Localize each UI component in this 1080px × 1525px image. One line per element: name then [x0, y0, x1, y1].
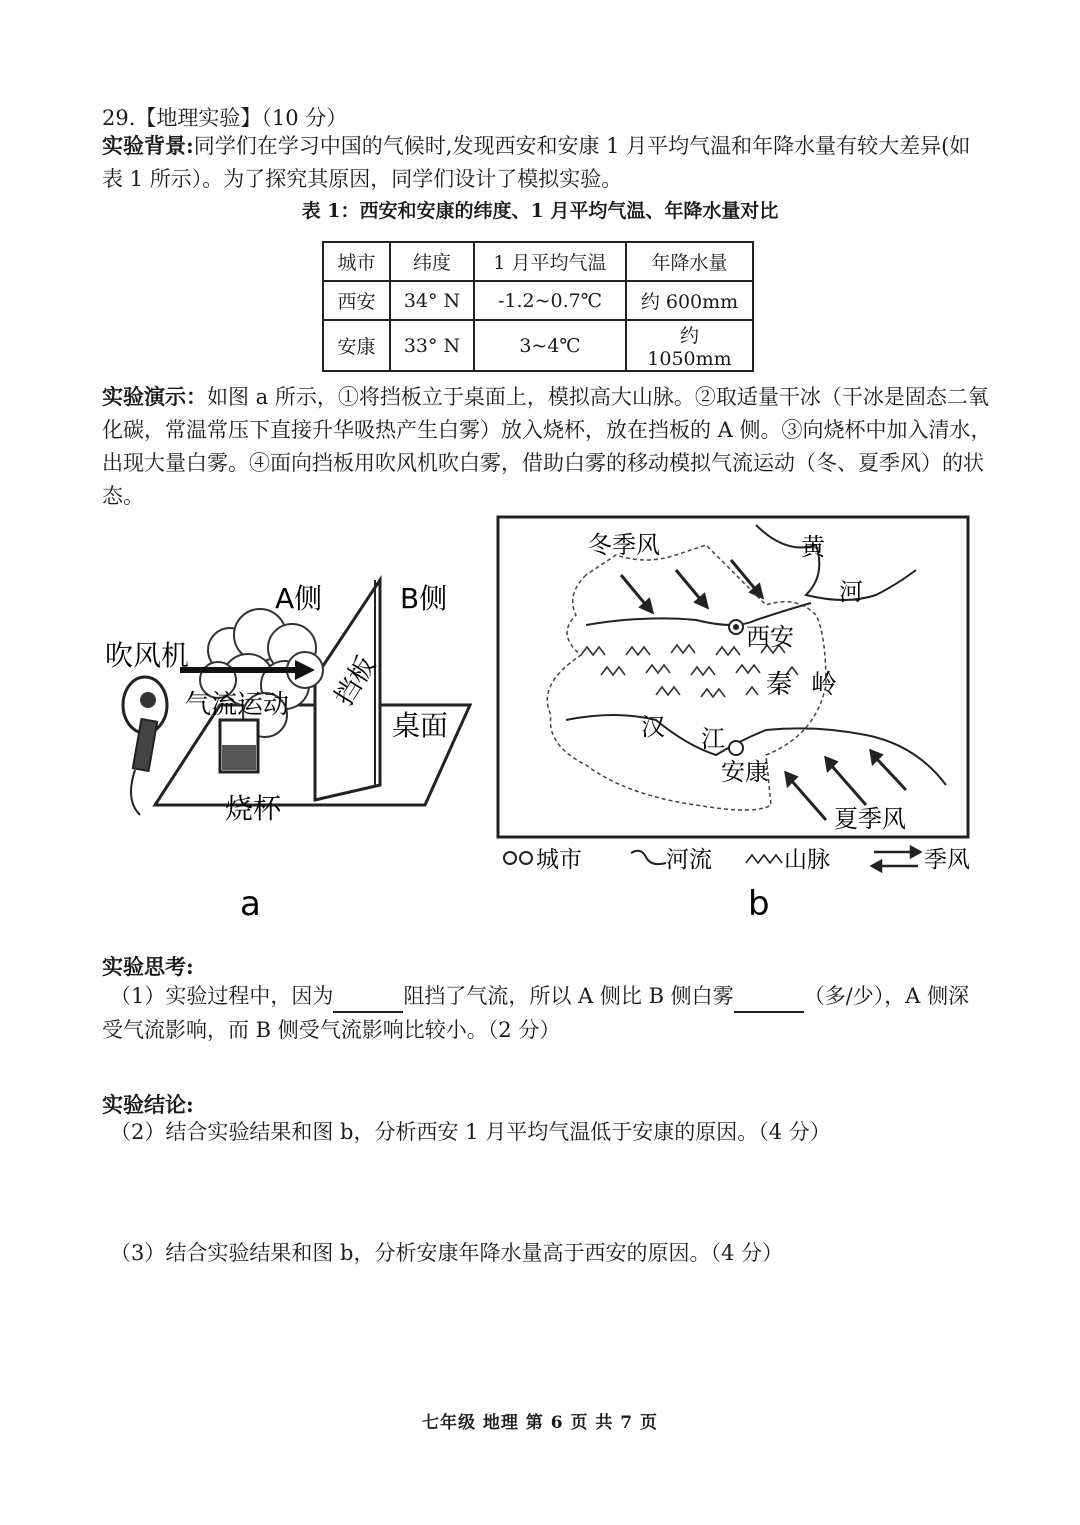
thinking-label: 实验思考:	[102, 954, 194, 979]
header-cell: 纬度	[390, 242, 474, 281]
table-caption: 表 1：西安和安康的纬度、1 月平均气温、年降水量对比	[301, 200, 779, 222]
table-cell: 34° N	[390, 281, 474, 320]
question-tag: 【地理实验】	[135, 106, 262, 130]
table-cell: -1.2~0.7℃	[474, 281, 626, 320]
jiang-label: 江	[701, 725, 725, 753]
background-label: 实验背景:	[102, 133, 194, 158]
demo-line-2	[102, 413, 992, 447]
demo-line-1	[102, 380, 989, 414]
figure-a-label: a	[240, 884, 261, 924]
table-cell: 西安	[323, 281, 390, 320]
answer-blank-2[interactable]	[734, 991, 804, 1013]
legend-mountain-icon	[746, 855, 782, 863]
question-score: （10 分）	[261, 106, 348, 130]
table-header-row	[323, 242, 753, 281]
table-cell: 约 600mm	[626, 281, 753, 320]
legend-mountain-label: 山脉	[784, 847, 830, 873]
demo-line-4	[102, 479, 980, 513]
page-footer: 七年级 地理 第 6 页 共 7 页	[421, 1413, 659, 1433]
figure-b-label: b	[748, 884, 770, 924]
ling-label: 岭	[811, 670, 838, 700]
q1-text-b: 阻挡了气流，所以 A 侧比 B 侧白雾	[403, 984, 734, 1008]
header-cell: 城市	[323, 242, 390, 281]
xian-city-dot	[733, 624, 739, 630]
table-row	[323, 320, 753, 371]
legend-monsoon-label: 季风	[924, 847, 970, 873]
question-3: （3）结合实验结果和图 b，分析安康年降水量高于西安的原因。（4 分）	[110, 1241, 784, 1265]
answer-blank-1[interactable]	[333, 991, 403, 1013]
ankang-city-marker	[729, 741, 743, 755]
map-legend	[504, 847, 970, 873]
question-1-line-2	[102, 1013, 980, 1047]
comparison-table	[322, 241, 754, 372]
beaker-label: 烧杯	[225, 792, 282, 825]
table-cell: 约 1050mm	[626, 320, 753, 371]
q1-text-c: （多/少），A 侧深	[803, 984, 970, 1008]
yellow-label: 黄	[801, 533, 825, 561]
legend-river-icon	[631, 851, 666, 864]
river-label: 河	[839, 578, 863, 606]
demo-text-3: 出现大量白雾。④面向挡板用吹风机吹白雾，借助白雾的移动模拟气流运动（冬、夏季风）的状	[102, 451, 984, 475]
question-1-line-1	[110, 979, 980, 1013]
summer-wind-label: 夏季风	[834, 805, 906, 833]
blower-label: 吹风机	[105, 639, 190, 672]
question-number: 29.	[102, 106, 136, 130]
desk-label: 桌面	[392, 709, 449, 742]
legend-city-label: 城市	[536, 847, 582, 873]
background-text-1: 同学们在学习中国的气候时,发现西安和安康 1 月平均气温和年降水量有较大差异(如	[193, 134, 971, 158]
airflow-label: 气流运动	[185, 690, 290, 720]
figure-a-experiment	[100, 560, 480, 930]
demo-text-1: 如图 a 所示，①将挡板立于桌面上，模拟高大山脉。②取适量干冰（干冰是固态二氧	[207, 385, 989, 409]
conclusion-label: 实验结论:	[102, 1092, 194, 1117]
demo-text-2: 化碳，常温常压下直接升华吸热产生白雾）放入烧杯，放在挡板的 A 侧。③向烧杯中加入清水，	[102, 418, 992, 442]
question-2: （2）结合实验结果和图 b，分析西安 1 月平均气温低于安康的原因。（4 分）	[110, 1120, 831, 1144]
background-line-1	[102, 129, 980, 163]
table-cell: 33° N	[390, 320, 474, 371]
q1-text-a: （1）实验过程中，因为	[110, 984, 334, 1008]
background-line-2	[102, 162, 980, 196]
a-side-label: A侧	[275, 582, 323, 615]
demo-line-3	[102, 446, 984, 480]
han-label: 汉	[641, 713, 665, 741]
table-cell: 3~4℃	[474, 320, 626, 371]
xian-label: 西安	[746, 623, 794, 651]
table-cell: 安康	[323, 320, 390, 371]
demo-label: 实验演示：	[102, 384, 207, 409]
header-cell: 年降水量	[626, 242, 753, 281]
legend-city-icon	[504, 852, 516, 864]
ankang-label: 安康	[721, 758, 769, 786]
legend-monsoon-icon	[872, 847, 920, 871]
winter-wind-label: 冬季风	[588, 531, 660, 559]
qin-label: 秦	[766, 670, 793, 700]
beaker-water	[222, 745, 256, 770]
legend-river-label: 河流	[666, 847, 712, 873]
legend-city-icon-2	[520, 852, 532, 864]
header-cell: 1 月平均气温	[474, 242, 626, 281]
map-frame	[498, 517, 968, 837]
background-text-2: 表 1 所示）。为了探究其原因，同学们设计了模拟实验。	[102, 167, 623, 191]
b-side-label: B侧	[400, 582, 448, 615]
figure-b-map	[496, 515, 976, 930]
q1-text-d: 受气流影响，而 B 侧受气流影响比较小。（2 分）	[102, 1018, 561, 1042]
demo-text-4: 态。	[102, 484, 144, 508]
baffle-label: 挡板	[329, 651, 383, 712]
table-row	[323, 281, 753, 320]
